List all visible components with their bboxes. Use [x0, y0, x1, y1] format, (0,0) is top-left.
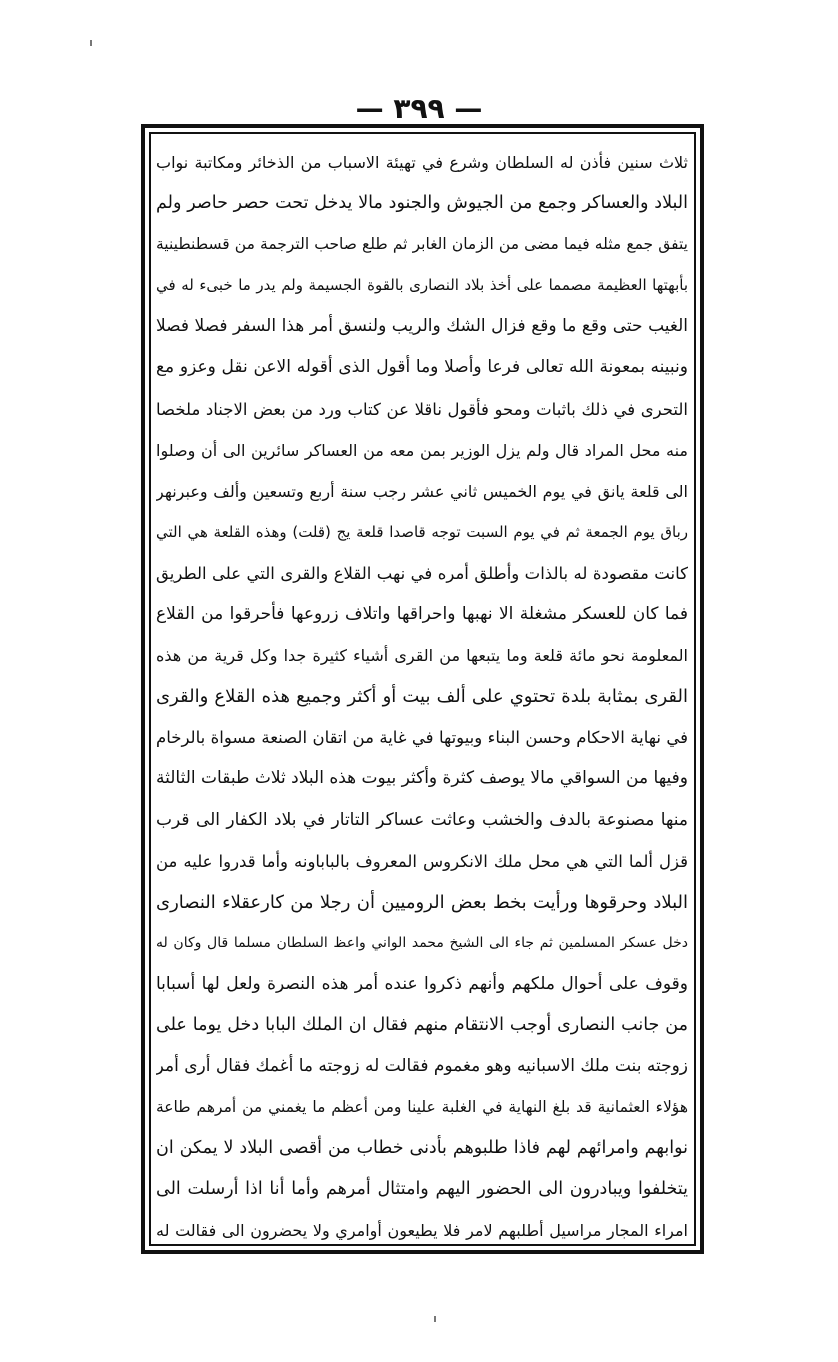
- text-line: ونبينه بمعونة الله تعالى فرعا وأصلا وما أقول الذى أقوله الاعن نقل وعزو مع: [156, 357, 688, 378]
- text-line: دخل عسكر المسلمين ثم جاء الى الشيخ محمد الواني واعظ السلطان مسلما قال وكان له: [156, 934, 688, 951]
- text-line: بأبهتها العظيمة مصمما على أخذ بلاد النصارى بالقوة الجسيمة ولم يدر ما خبىء له في: [156, 276, 688, 295]
- text-line: منه محل المراد قال ولم يزل الوزير بمن معه من العساكر سائرين الى أن وصلوا: [156, 440, 688, 460]
- text-line: المعلومة نحو مائة قلعة وما يتبعها من القرى أشياء كثيرة جدا وكل قرية من هذه: [156, 646, 688, 666]
- text-line: من جانب النصارى أوجب الانتقام منهم فقال ان الملك البابا دخل يوما على: [156, 1014, 688, 1035]
- text-line: وقوف على أحوال ملكهم وأنهم ذكروا عنده أمر هذه النصرة ولعل لها أسبابا: [156, 973, 688, 994]
- text-line: الغيب حتى وقع ما وقع فزال الشك والريب ولنسق أمر هذا السفر فصلا فصلا: [156, 316, 688, 337]
- page-number: — ٣٩٩ —: [355, 92, 483, 125]
- text-line: الى قلعة يانق في يوم الخميس ثاني عشر رجب سنة أربع وتسعين وألف وعبرنهر: [156, 481, 688, 501]
- text-line: امراء المجار مراسيل أطلبهم لامر فلا يطيعون أوامري ولا يحضرون الى فقالت له: [156, 1221, 688, 1241]
- text-line: نوابهم وامرائهم لهم فاذا طلبوهم بأدنى خطاب من أقصى البلاد لا يمكن ان: [156, 1138, 688, 1159]
- text-line: كانت مقصودة له بالذات وأطلق أمره في نهب القلاع والقرى التي على الطريق: [156, 563, 688, 583]
- text-line: يتفق جمع مثله فيما مضى من الزمان الغابر ثم طلع صاحب الترجمة من قسطنطينية: [156, 235, 688, 254]
- scan-speck: [90, 40, 92, 46]
- text-line: وفيها من السواقي مالا يوصف كثرة وأكثر بيوت هذه البلاد ثلاث طبقات الثالثة: [156, 768, 688, 789]
- text-line: ثلاث سنين فأذن له السلطان وشرع في تهيئة الاسباب من الذخائر ومكاتبة نواب: [156, 153, 688, 172]
- text-line: قزل ألما التي هي محل ملك الانكروس المعروف بالباباونه وأما قدروا عليه من: [156, 851, 688, 871]
- text-line: التحرى في ذلك باثبات ومحو فأقول ناقلا عن كتاب ورد من بعض الاجناد ملخصا: [156, 399, 688, 419]
- text-line: البلاد وحرقوها ورأيت بخط بعض الروميين أن رجلا من كارعقلاء النصارى: [156, 891, 688, 913]
- text-line: منها مصنوعة بالدف والخشب وعاثت عساكر التاتار في بلاد الكفار الى قرب: [156, 809, 688, 830]
- scan-speck: [434, 1316, 436, 1322]
- text-line: فما كان للعسكر مشغلة الا نهبها واحراقها واتلاف زروعها فأحرقوا من القلاع: [156, 604, 688, 625]
- body-text: [156, 142, 688, 1252]
- text-line: زوجته بنت ملك الاسبانيه وهو مغموم فقالت له زوجته ما أغمك فقال أرى أمر: [156, 1056, 688, 1077]
- text-line: في نهاية الاحكام وحسن البناء وبيوتها في غاية من اتقان الصنعة مسواة بالرخام: [156, 728, 688, 748]
- text-line: يتخلفوا ويبادرون الى الحضور اليهم وامتثال أمرهم وأما أنا اذا أرسلت الى: [156, 1179, 688, 1200]
- text-line: القرى بمثابة بلدة تحتوي على ألف بيت أو أكثر وجميع هذه القلاع والقرى: [156, 686, 688, 708]
- text-line: هؤلاء العثمانية قد بلغ النهاية في الغلبة علينا ومن أعظم ما يغمني من أمرهم طاعة: [156, 1098, 688, 1117]
- text-line: رباق يوم الجمعة ثم في يوم السبت توجه قاصدا قلعة يج (قلت) وهذه القلعة هي التي: [156, 522, 688, 541]
- text-line: البلاد والعساكر وجمع من الجيوش والجنود مالا يدخل تحت حصر حاصر ولم: [156, 193, 688, 214]
